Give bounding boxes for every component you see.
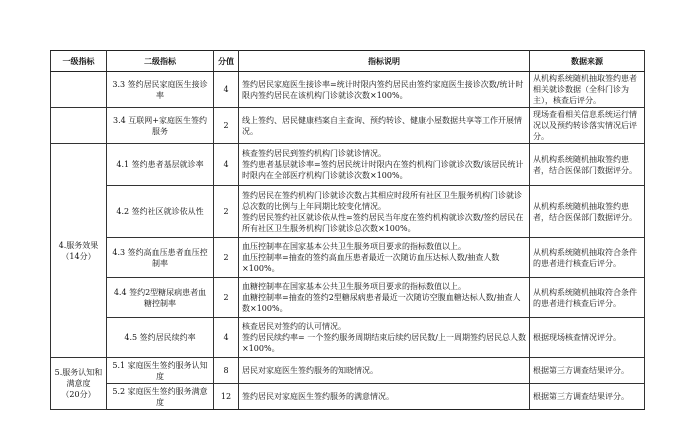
source-cell: 从机构系统随机抽取签约患者，结合医保部门数据评分。 [530, 144, 645, 186]
source-cell: 从机构系统随机抽取符合条件的患者进行核查后评分。 [530, 238, 645, 278]
description-cell: 居民对家庭医生签约服务的知晓情况。 [239, 358, 530, 384]
description-cell: 核查签约居民到签约机构门诊就诊情况。 签约患者基层就诊率=签约居民统计时限内在签约机构门诊就诊次数/该居民统计时限内在全部医疗机构门诊就诊次数×100%。 [239, 144, 530, 186]
table-row [51, 318, 645, 358]
source-cell: 从机构系统随机抽取符合条件的患者进行核查后评分。 [530, 278, 645, 318]
description-cell: 签约居民在签约机构门诊就诊次数占其相应时段所有社区卫生服务机构门诊就诊总次数的比例与上年同期比较变化情况。 签约居民签约社区就诊依从性=签约居民当年度在签约机构就诊次数/签约居民在所有社区卫生服务机构门诊就诊总次数×100%。 [239, 186, 530, 238]
table-row [51, 144, 645, 186]
source-cell: 根据现场核查情况评分。 [530, 318, 645, 358]
secondary-cell: 4.1 签约患者基层就诊率 [107, 144, 214, 186]
indicator-table [50, 50, 645, 410]
header-primary-indicator: 一级指标 [51, 51, 107, 72]
score-cell: 2 [214, 108, 239, 144]
description-cell: 血糖控制率在国家基本公共卫生服务项目要求的指标数值以上。 血糖控制率=抽查的签约2型糖尿病患者最近一次随访空腹血糖达标人数/抽查人数×100%。 [239, 278, 530, 318]
primary-cell: 4.服务效果 （14分） [51, 144, 107, 358]
secondary-cell: 5.1 家庭医生签约服务认知度 [107, 358, 214, 384]
secondary-cell: 3.3 签约居民家庭医生接诊率 [107, 72, 214, 108]
header-score: 分值 [214, 51, 239, 72]
secondary-cell: 5.2 家庭医生签约服务满意度 [107, 384, 214, 410]
secondary-cell: 4.5 签约居民续约率 [107, 318, 214, 358]
source-cell: 从机构系统随机抽取签约患者，结合医保部门数据评分。 [530, 186, 645, 238]
score-cell: 2 [214, 278, 239, 318]
source-cell: 从机构系统随机抽取签约患者相关就诊数据（全科门诊为主），核查后评分。 [530, 72, 645, 108]
secondary-cell: 4.2 签约社区就诊依从性 [107, 186, 214, 238]
description-cell: 签约居民家庭医生接诊率=统计时限内签约居民由签约家庭医生接诊次数/统计时限内签约居民在该机构门诊就诊次数×100%。 [239, 72, 530, 108]
description-cell: 血压控制率在国家基本公共卫生服务项目要求的指标数值以上。 血压控制率=抽查的签约高血压患者最近一次随访血压达标人数/抽查人数×100%。 [239, 238, 530, 278]
score-cell: 4 [214, 318, 239, 358]
secondary-cell: 4.4 签约2型糖尿病患者血糖控制率 [107, 278, 214, 318]
score-cell: 8 [214, 358, 239, 384]
score-cell: 2 [214, 238, 239, 278]
table-row [51, 358, 645, 384]
header-secondary-indicator: 二级指标 [107, 51, 214, 72]
secondary-cell: 3.4 互联网+家庭医生签约服务 [107, 108, 214, 144]
table-row [51, 108, 645, 144]
description-cell: 签约居民对家庭医生签约服务的满意情况。 [239, 384, 530, 410]
score-cell: 2 [214, 186, 239, 238]
primary-cell-blank [51, 72, 107, 108]
description-cell: 线上签约、居民健康档案自主查询、预约转诊、健康小屋数据共享等工作开展情况。 [239, 108, 530, 144]
primary-cell-blank [51, 108, 107, 144]
description-cell: 核查居民对签约的认可情况。 签约居民续约率= 一个签约服务周期结束后续约居民数/上一周期签约居民总人数×100%。 [239, 318, 530, 358]
table-row [51, 186, 645, 238]
table-row [51, 278, 645, 318]
header-data-source: 数据来源 [530, 51, 645, 72]
source-cell: 根据第三方调查结果评分。 [530, 384, 645, 410]
score-cell: 4 [214, 72, 239, 108]
source-cell: 现场查看相关信息系统运行情况以及预约转诊落实情况后评分。 [530, 108, 645, 144]
score-cell: 12 [214, 384, 239, 410]
table-row [51, 238, 645, 278]
source-cell: 根据第三方调查结果评分。 [530, 358, 645, 384]
score-cell: 4 [214, 144, 239, 186]
header-description: 指标说明 [239, 51, 530, 72]
table-header-row [51, 51, 645, 72]
table-row [51, 72, 645, 108]
secondary-cell: 4.3 签约高血压患者血压控制率 [107, 238, 214, 278]
table-row [51, 384, 645, 410]
primary-cell: 5.服务认知和满意度 （20分） [51, 358, 107, 410]
